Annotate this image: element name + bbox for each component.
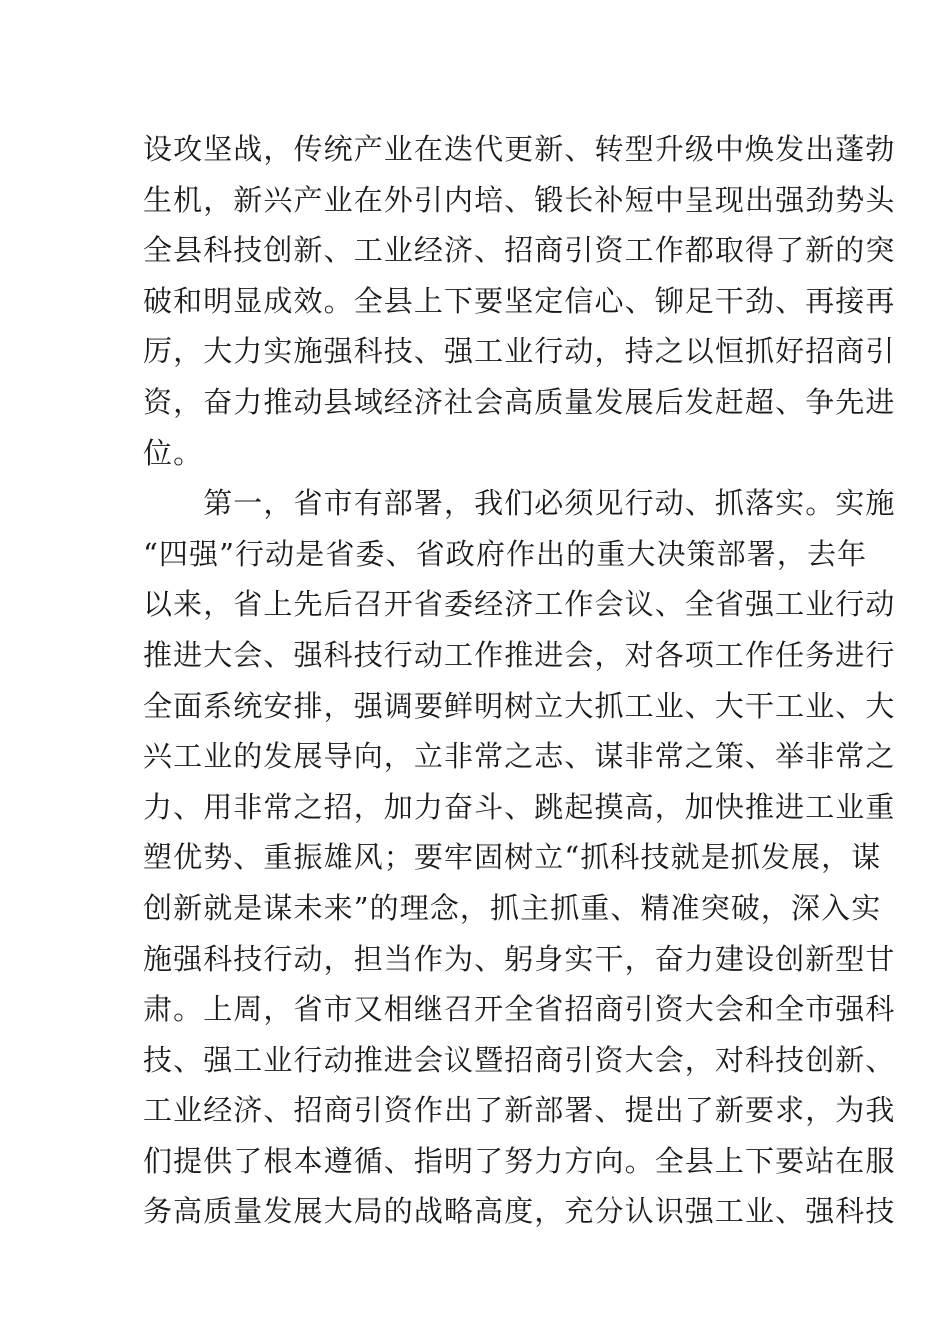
text-line: 肃。上周，省市又相继召开全省招商引资大会和全市强科 [143, 992, 896, 1027]
text-line: 务高质量发展大局的战略高度，充分认识强工业、强科技 [143, 1194, 896, 1229]
text-line: 全县科技创新、工业经济、招商引资工作都取得了新的突 [143, 233, 896, 268]
body-text [143, 124, 896, 1237]
text-line: “四强”行动是省委、省政府作出的重大决策部署，去年 [143, 536, 868, 571]
text-line: 推进大会、强科技行动工作推进会，对各项工作任务进行 [143, 637, 896, 672]
text-line: 资，奋力推动县域经济社会高质量发展后发赶超、争先进 [143, 384, 896, 419]
text-line: 创新就是谋未来”的理念，抓主抓重、精准突破，深入实 [143, 890, 882, 925]
text-line: 全面系统安排，强调要鲜明树立大抓工业、大干工业、大 [143, 688, 896, 723]
text-line: 们提供了根本遵循、指明了努力方向。全县上下要站在服 [143, 1143, 896, 1178]
text-line: 力、用非常之招，加力奋斗、跳起摸高，加快推进工业重 [143, 789, 896, 824]
text-line: 破和明显成效。全县上下要坚定信心、铆足干劲、再接再 [143, 283, 896, 318]
text-line: 以来，省上先后召开省委经济工作会议、全省强工业行动 [143, 587, 896, 622]
text-line: 设攻坚战，传统产业在迭代更新、转型升级中焕发出蓬勃 [143, 132, 896, 166]
text-line: 生机，新兴产业在外引内培、锻长补短中呈现出强劲势头 [143, 182, 896, 217]
text-line: 厉，大力实施强科技、强工业行动，持之以恒抓好招商引 [143, 334, 896, 369]
text-line: 第一，省市有部署，我们必须见行动、抓落实。实施 [143, 486, 896, 521]
text-line: 位。 [143, 435, 204, 470]
text-line: 施强科技行动，担当作为、躬身实干，奋力建设创新型甘 [143, 941, 896, 976]
text-line: 塑优势、重振雄风；要牢固树立“抓科技就是抓发展，谋 [143, 840, 882, 875]
text-line: 技、强工业行动推进会议暨招商引资大会，对科技创新、 [143, 1042, 896, 1077]
text-line: 工业经济、招商引资作出了新部署、提出了新要求，为我 [143, 1093, 896, 1128]
text-line: 兴工业的发展导向，立非常之志、谋非常之策、举非常之 [143, 739, 896, 774]
